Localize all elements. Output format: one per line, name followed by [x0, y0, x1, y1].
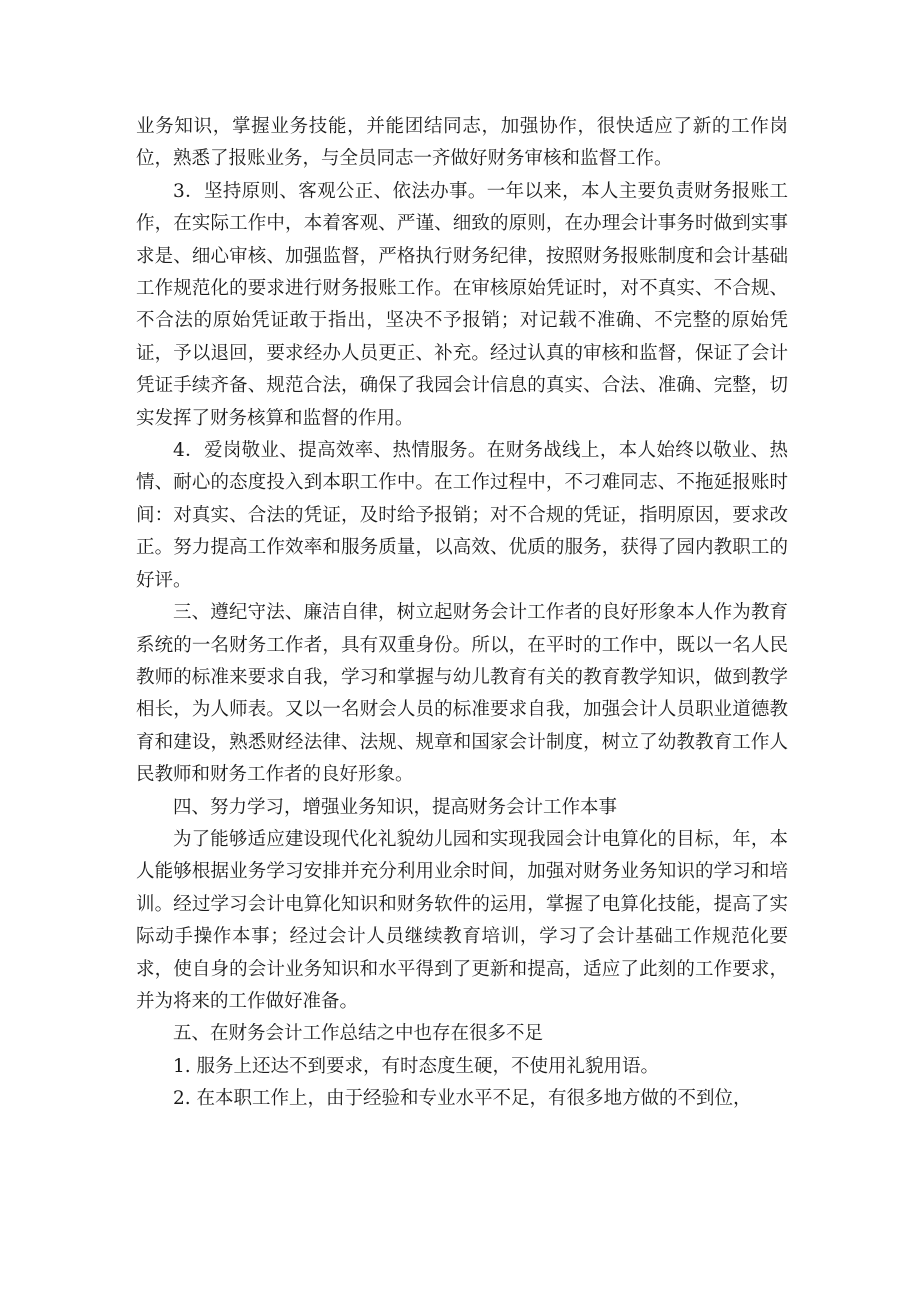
- list-item-2: 2. 在本职工作上，由于经验和专业水平不足，有很多地方做的不到位，: [173, 1088, 752, 1110]
- document-body: [136, 111, 788, 1116]
- paragraph-item-4: 4．爱岗敬业、提高效率、热情服务。在财务战线上，本人始终以敬业、热情、耐心的态度投入到本职工作中。在工作过程中，不刁难同志、不拖延报账时间：对真实、合法的凭证，及时给予报销；对不合规的凭证，指明原因，要求改正。努力提高工作效率和服务质量，以高效、优质的服务，获得了园内教职工的好评。: [136, 440, 788, 591]
- paragraph-section-4-body: 为了能够适应建设现代化礼貌幼儿园和实现我园会计电算化的目标，年，本人能够根据业务学习安排并充分利用业余时间，加强对财务业务知识的学习和培训。经过学习会计电算化知识和财务软件的运用，掌握了电算化技能，提高了实际动手操作本事；经过会计人员继续教育培训，学习了会计基础工作规范化要求，使自身的会计业务知识和水平得到了更新和提高，适应了此刻的工作要求，并为将来的工作做好准备。: [136, 828, 788, 1012]
- section-heading-5: 五、在财务会计工作总结之中也存在很多不足: [173, 1023, 544, 1045]
- section-heading-4: 四、努力学习，增强业务知识，提高财务会计工作本事: [173, 796, 618, 818]
- paragraph-section-3: 三、遵纪守法、廉洁自律，树立起财务会计工作者的良好形象本人作为教育系统的一名财务工作者，具有双重身份。所以，在平时的工作中，既以一名人民教师的标准来要求自我，学习和掌握与幼儿教育有关的教育教学知识，做到教学相长，为人师表。又以一名财会人员的标准要求自我，加强会计人员职业道德教育和建设，熟悉财经法律、法规、规章和国家会计制度，树立了幼教教育工作人民教师和财务工作者的良好形象。: [136, 602, 788, 786]
- paragraph-item-3: 3．坚持原则、客观公正、依法办事。一年以来，本人主要负责财务报账工作，在实际工作中，本着客观、严谨、细致的原则，在办理会计事务时做到实事求是、细心审核、加强监督，严格执行财务纪律，按照财务报账制度和会计基础工作规范化的要求进行财务报账工作。在审核原始凭证时，对不真实、不合规、不合法的原始凭证敢于指出，坚决不予报销；对记载不准确、不完整的原始凭证，予以退回，要求经办人员更正、补充。经过认真的审核和监督，保证了会计凭证手续齐备、规范合法，确保了我园会计信息的真实、合法、准确、完整，切实发挥了财务核算和监督的作用。: [136, 180, 788, 429]
- paragraph-continuation: 业务知识，掌握业务技能，并能团结同志，加强协作，很快适应了新的工作岗位，熟悉了报账业务，与全员同志一齐做好财务审核和监督工作。: [136, 116, 788, 170]
- list-item-1: 1. 服务上还达不到要求，有时态度生硬，不使用礼貌用语。: [173, 1055, 660, 1077]
